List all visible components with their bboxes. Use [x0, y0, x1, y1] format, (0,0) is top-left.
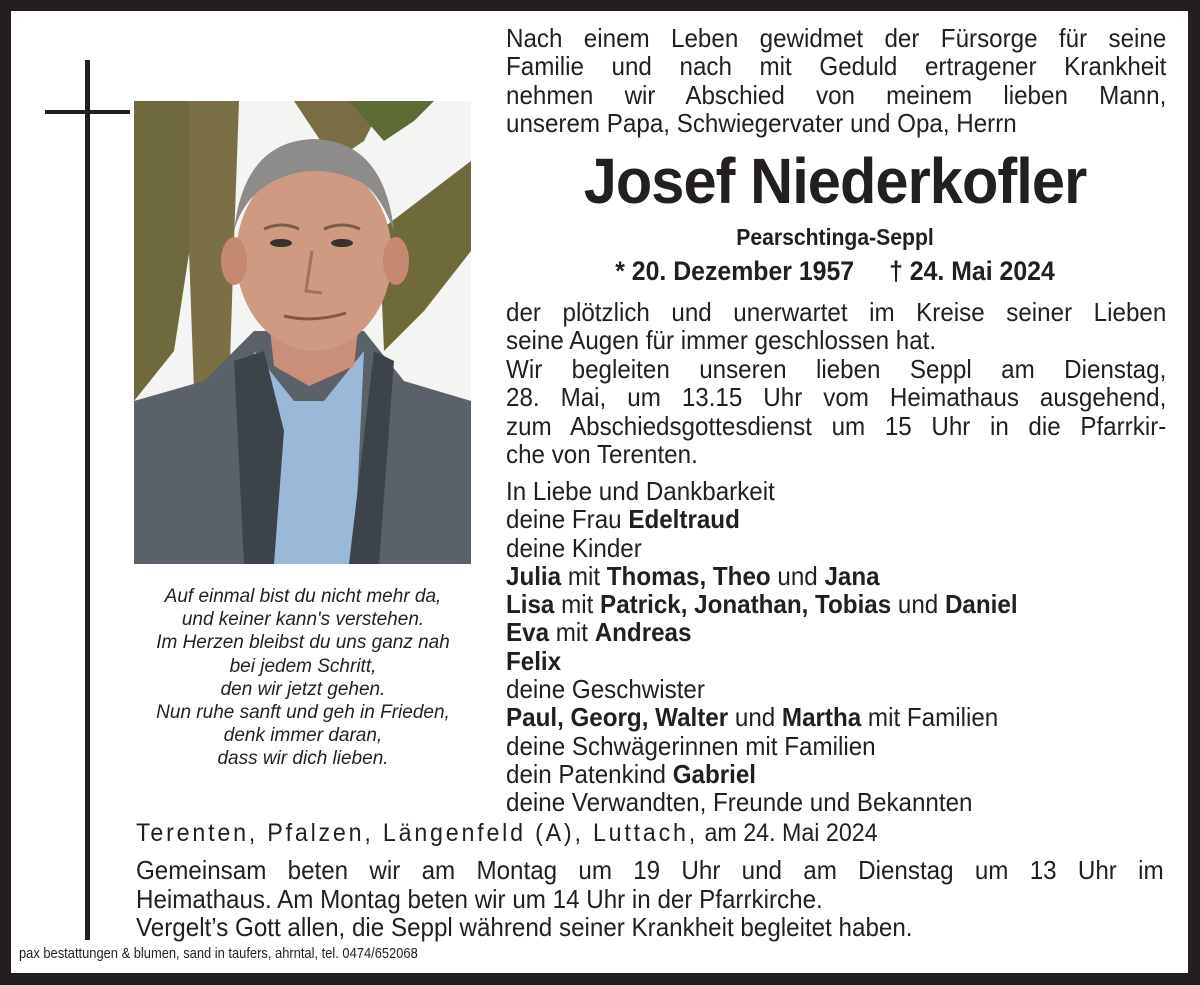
connector-text: und: [728, 702, 782, 733]
mourner-name: Daniel: [944, 589, 1018, 620]
poem-line: Nun ruhe sanft und geh in Frieden,: [156, 702, 450, 724]
mourners-line: [506, 590, 1157, 618]
poem-line: bei jedem Schritt,: [229, 655, 377, 677]
notice-date: am 24. Mai 2024: [698, 819, 878, 847]
relation-text: dein Patenkind: [506, 758, 673, 789]
life-dates: [527, 255, 1143, 287]
connector-text: mit: [561, 560, 607, 591]
prayer-line: Vergelt’s Gott allen, die Seppl während seiner Krankheit begleitet haben.: [136, 912, 913, 942]
body-line: zum Abschiedsgottesdienst um 15 Uhr in die Pfarrkir-: [506, 410, 1167, 441]
poem-line: Im Herzen bleibst du uns ganz nah: [156, 632, 450, 654]
mourners-line: [506, 618, 1157, 646]
connector-text: mit: [554, 589, 601, 620]
mourner-name: Lisa: [506, 589, 555, 620]
poem-line: und keiner kann's verstehen.: [181, 609, 425, 631]
connector-text: und: [891, 589, 945, 620]
poem-line: denk immer daran,: [223, 725, 383, 747]
places: Terenten, Pfalzen, Längenfeld (A), Luttach,: [136, 819, 699, 847]
mourners-line: [506, 505, 1157, 533]
mourner-name: Edeltraud: [628, 504, 740, 535]
mourner-name: Felix: [506, 645, 562, 676]
memorial-poem: [128, 585, 478, 771]
funeral-home-credit: pax bestattungen & blumen, sand in taufers, ahrntal, tel. 0474/652068: [19, 945, 418, 962]
prayer-line: Heimathaus. Am Montag beten wir um 14 Uhr in der Pfarrkirche.: [136, 883, 823, 914]
intro-line: Nach einem Leben gewidmet der Fürsorge für seine: [506, 23, 1167, 53]
mourner-name: Andreas: [594, 617, 692, 648]
funeral-announcement: [506, 298, 1166, 468]
intro-line: nehmen wir Abschied von meinem lieben Mann,: [506, 79, 1167, 110]
mourners-line: deine Geschwister: [506, 674, 705, 705]
mourner-name: Jana: [824, 560, 880, 591]
deceased-name: Josef Niederkofler: [583, 145, 1087, 217]
body-line: seine Augen für immer geschlossen hat.: [506, 325, 937, 356]
mourner-name: Patrick, Jonathan, Tobias: [600, 589, 892, 620]
body-line: der plötzlich und unerwartet im Kreise seiner Lieben: [506, 297, 1167, 327]
prayer-info: [136, 856, 1164, 942]
body-line: 28. Mai, um 13.15 Uhr vom Heimathaus ausgehend,: [506, 382, 1167, 413]
place-and-date: [136, 818, 1159, 848]
connector-text: mit: [549, 617, 595, 648]
connector-text: mit Familien: [861, 702, 999, 733]
intro-paragraph: [506, 24, 1166, 138]
latin-cross-icon-horizontal: [45, 110, 130, 114]
mourner-name: Gabriel: [672, 758, 757, 789]
body-line: che von Terenten.: [506, 439, 698, 470]
obituary-notice: [11, 11, 1188, 973]
mourners-line: In Liebe und Dankbarkeit: [506, 476, 775, 506]
mourner-name: Thomas, Theo: [606, 560, 771, 591]
mourner-name: Eva: [506, 617, 550, 648]
death-date: † 24. Mai 2024: [889, 256, 1055, 286]
intro-line: Familie und nach mit Geduld ertragener Krankheit: [506, 51, 1167, 82]
poem-line: dass wir dich lieben.: [217, 748, 389, 770]
connector-text: und: [770, 560, 825, 591]
relation-text: deine Frau: [506, 504, 629, 535]
mourners-line: deine Kinder: [506, 532, 642, 563]
poem-line: den wir jetzt gehen.: [220, 678, 386, 700]
poem-line: Auf einmal bist du nicht mehr da,: [164, 586, 442, 607]
mourners-line: [506, 562, 1157, 590]
mourners-line: [506, 703, 1157, 731]
deceased-nickname: Pearschtinga-Seppl: [736, 224, 934, 250]
mourners-line: deine Verwandten, Freunde und Bekannten: [506, 787, 973, 818]
latin-cross-icon-vertical: [85, 60, 90, 940]
mourner-name: Julia: [506, 560, 562, 591]
portrait-illustration: [134, 101, 471, 564]
mourners-list: [506, 477, 1157, 817]
mourners-line: [506, 647, 1157, 675]
body-line: Wir begleiten unseren lieben Seppl am Dienstag,: [506, 353, 1167, 384]
portrait-photo: [134, 101, 471, 564]
mourners-line: [506, 760, 1157, 788]
intro-line: unserem Papa, Schwiegervater und Opa, Herrn: [506, 108, 1017, 139]
mourner-name: Martha: [781, 702, 862, 733]
prayer-line: Gemeinsam beten wir am Montag um 19 Uhr und am Dienstag um 13 Uhr im: [136, 855, 1164, 885]
mourner-name: Paul, Georg, Walter: [506, 702, 729, 733]
mourners-line: deine Schwägerinnen mit Familien: [506, 730, 876, 761]
birth-date: * 20. Dezember 1957: [615, 256, 855, 286]
